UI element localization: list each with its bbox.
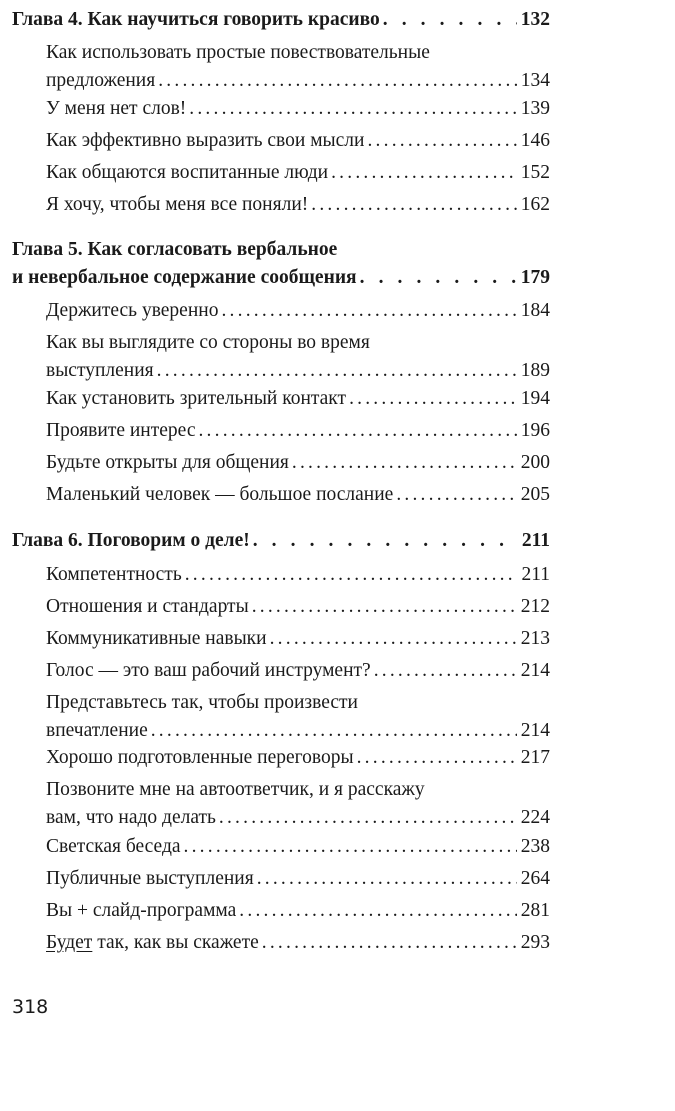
toc-entry <box>46 833 550 861</box>
leader-dots <box>198 417 516 445</box>
entry-title-line1: Как использовать простые повествовательные <box>46 42 430 63</box>
entry-title: Светская беседа <box>46 836 181 857</box>
entry-title: Маленький человек — большое послание <box>46 484 394 505</box>
toc-entry <box>46 417 550 445</box>
page-ref: 238 <box>520 836 550 857</box>
entry-title: Голос — это ваш рабочий инструмент? <box>46 660 371 681</box>
entry-title-line2: впечатление <box>46 720 148 741</box>
page-ref: 200 <box>520 452 550 473</box>
page-ref: 211 <box>521 530 550 551</box>
page-ref: 189 <box>520 360 550 381</box>
chapter-6-heading <box>12 527 550 555</box>
page-ref: 179 <box>520 267 550 288</box>
page-ref: 211 <box>521 564 550 585</box>
toc-entry <box>46 929 550 957</box>
entry-title: Отношения и стандарты <box>46 596 249 617</box>
page-ref: 194 <box>520 388 550 409</box>
leader-dots <box>367 127 516 155</box>
entry-title: Как общаются воспитанные люди <box>46 162 329 183</box>
page-ref: 264 <box>520 868 550 889</box>
toc-entry <box>46 657 550 685</box>
page-ref: 205 <box>520 484 550 505</box>
entry-title-line1: Позвоните мне на автоответчик, и я расскажу <box>46 779 425 800</box>
leader-dots <box>253 527 518 555</box>
toc-entry <box>46 95 550 123</box>
entry-title-line1: Как вы выглядите со стороны во время <box>46 332 370 353</box>
entry-title: Публичные выступления <box>46 868 254 889</box>
toc-entry <box>46 297 550 325</box>
entry-title: Коммуникативные навыки <box>46 628 267 649</box>
leader-dots <box>374 657 517 685</box>
page-ref: 212 <box>520 596 550 617</box>
toc-entry <box>46 865 550 893</box>
toc-entry <box>46 449 550 477</box>
leader-dots <box>349 385 517 413</box>
toc-entry <box>46 776 550 832</box>
page-ref: 162 <box>520 194 550 215</box>
leader-dots <box>219 804 517 832</box>
leader-dots <box>396 481 516 509</box>
leader-dots <box>383 6 517 34</box>
page-ref: 196 <box>520 420 550 441</box>
page-ref: 214 <box>520 720 550 741</box>
entry-title-rest: так, как вы скажете <box>92 932 259 953</box>
entry-title-underlined: Будет <box>46 932 93 953</box>
page-ref: 132 <box>520 9 550 30</box>
leader-dots <box>185 561 518 589</box>
toc-entry <box>46 481 550 509</box>
leader-dots <box>157 357 517 385</box>
page-ref: 213 <box>520 628 550 649</box>
page-ref: 281 <box>520 900 550 921</box>
leader-dots <box>331 159 517 187</box>
entry-title: У меня нет слов! <box>46 98 187 119</box>
toc-entry <box>46 329 550 385</box>
chapter-4-heading <box>12 6 550 34</box>
leader-dots <box>360 264 517 292</box>
leader-dots <box>221 297 516 325</box>
entry-title: Вы + слайд-программа <box>46 900 237 921</box>
page-ref: 217 <box>520 747 550 768</box>
entry-title: Как установить зрительный контакт <box>46 388 347 409</box>
toc-entry <box>46 561 550 589</box>
leader-dots <box>257 865 517 893</box>
leader-dots <box>158 67 517 95</box>
toc-entry <box>46 593 550 621</box>
toc-entry <box>46 897 550 925</box>
entry-title <box>46 929 259 957</box>
page-ref: 139 <box>520 98 550 119</box>
toc-entry <box>46 159 550 187</box>
toc-entry <box>46 191 550 219</box>
toc-entry <box>46 127 550 155</box>
toc-entry <box>46 39 550 95</box>
toc-entry <box>46 625 550 653</box>
page-ref: 214 <box>520 660 550 681</box>
chapter-title-line1: Глава 5. Как согласовать вербальное <box>12 239 338 260</box>
chapter-title: Глава 4. Как научиться говорить красиво <box>12 9 380 30</box>
entry-title: Будьте открыты для общения <box>46 452 289 473</box>
leader-dots <box>184 833 517 861</box>
entry-title: Держитесь уверенно <box>46 300 219 321</box>
entry-title: Как эффективно выразить свои мысли <box>46 130 365 151</box>
entry-title-line2: предложения <box>46 70 156 91</box>
leader-dots <box>270 625 517 653</box>
leader-dots <box>262 929 517 957</box>
leader-dots <box>239 897 516 925</box>
entry-title: Проявите интерес <box>46 420 196 441</box>
chapter-5-heading <box>12 236 550 292</box>
entry-title-line2: выступления <box>46 360 154 381</box>
leader-dots <box>357 744 517 772</box>
leader-dots <box>189 95 516 123</box>
entry-title-line2: вам, что надо делать <box>46 807 216 828</box>
page-ref: 293 <box>520 932 550 953</box>
entry-title: Хорошо подготовленные переговоры <box>46 747 354 768</box>
leader-dots <box>311 191 516 219</box>
entry-title: Компетентность <box>46 564 182 585</box>
toc-entry <box>46 744 550 772</box>
leader-dots <box>292 449 517 477</box>
page-ref: 184 <box>520 300 550 321</box>
entry-title-line1: Представьтесь так, чтобы произвести <box>46 692 358 713</box>
page-ref: 146 <box>520 130 550 151</box>
page-ref: 152 <box>520 162 550 183</box>
entry-title: Я хочу, чтобы меня все поняли! <box>46 194 309 215</box>
toc-entry <box>46 689 550 745</box>
page-ref: 134 <box>520 70 550 91</box>
toc-entry <box>46 385 550 413</box>
page-ref: 224 <box>520 807 550 828</box>
leader-dots <box>252 593 517 621</box>
page-number: 318 <box>12 996 49 1018</box>
chapter-title: Глава 6. Поговорим о деле! <box>12 530 250 551</box>
chapter-title-line2: и невербальное содержание сообщения <box>12 267 357 288</box>
leader-dots <box>151 717 517 745</box>
